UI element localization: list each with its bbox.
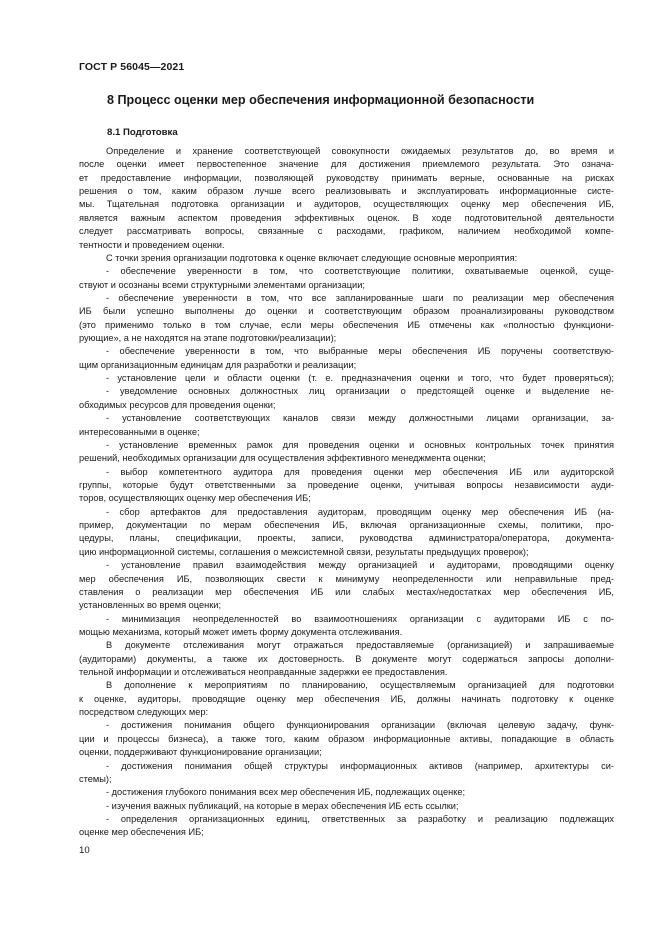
text-line: - определения организационных единиц, ответственных за разработку и реализацию подлежащих — [106, 813, 614, 824]
text-line: посредством следующих мер: — [79, 707, 209, 718]
text-line: - установление временных рамок для проведения оценки и основных контрольных точек принятия — [106, 439, 614, 450]
text-line: - обеспечение уверенности в том, что все запланированные шаги по реализации мер обеспечения — [106, 292, 614, 303]
text-line: - обеспечение уверенности в том, что соответствующие политики, охватываемые оценкой, суще- — [106, 266, 614, 277]
body-text — [79, 145, 614, 840]
text-line: является важным аспектом проведения эффективных оценок. В ходе подготовительной деятельности — [79, 212, 614, 223]
text-line: следует рассматривать вопросы, связанные с расходами, графиком, наличием необходимой компе- — [79, 226, 614, 237]
text-line: - минимизация неопределенностей во взаимоотношениях организации с аудиторами ИБ с по- — [106, 613, 614, 624]
text-line: - выбор компетентного аудитора для проведения оценки мер обеспечения ИБ или аудиторской — [106, 466, 614, 477]
text-line: решений, необходимых организации для осуществления эффективного менеджмента оценки; — [79, 453, 486, 464]
text-line: (это применимо только в том случае, если меры обеспечения ИБ отмечены как «полностью функциони- — [79, 319, 614, 330]
text-line: мер обеспечения ИБ, позволяющих свести к минимуму неопределенности или неправильные пред- — [79, 573, 614, 584]
document-header: ГОСТ Р 56045—2021 — [79, 61, 185, 73]
text-line: - изучения важных публикаций, на которые в мерах обеспечения ИБ есть ссылки; — [106, 800, 459, 811]
text-line: ции и процессы бизнеса), а также того, каким образом информационные активы, попадающие в область — [79, 733, 614, 744]
text-line: стемы); — [79, 773, 112, 784]
text-line: мы. Тщательная подготовка организации и аудиторов, осуществляющих оценку мер обеспечения ИБ, — [79, 199, 614, 210]
text-line: тельной информации и отслеживаться неоправданные задержки ее предоставления. — [79, 667, 448, 678]
text-line: рующие», а не находятся на этапе подготовки/реализации); — [79, 333, 337, 344]
text-line: ствуют и осознаны всеми структурными элементами организации; — [79, 279, 365, 290]
text-line: группы, которые будут ответственными за проведение оценки, учитывая вопросы независимости ауди- — [79, 479, 614, 490]
text-line: цию информационной системы, соглашения о межсистемной связи, результаты предыдущих проверок); — [79, 546, 529, 557]
text-line: - уведомление основных должностных лиц организации о предстоящей оценке и выделение не- — [106, 386, 614, 397]
text-line: В дополнение к мероприятиям по планированию, осуществляемым организацией для подготовки — [106, 680, 614, 691]
text-line: интересованными в оценке; — [79, 426, 200, 437]
text-line: обходимых ресурсов для проведения оценки; — [79, 399, 276, 410]
text-line: пример, документации по мерам обеспечения ИБ, включая организационные схемы, политики, про- — [79, 520, 614, 531]
text-line: Определение и хранение соответствующей совокупности ожидаемых результатов до, во время и — [106, 146, 614, 156]
text-line: мощью механизма, который может иметь форму документа отслеживания. — [79, 626, 403, 637]
text-line: - достижения глубокого понимания всех мер обеспечения ИБ, подлежащих оценке; — [106, 787, 466, 798]
subsection-title: 8.1 Подготовка — [107, 127, 178, 138]
text-line: ставления о реализации мер обеспечения ИБ или слабых местах/недостатках мер обеспечения ИБ, — [79, 586, 614, 597]
text-line: тентности и проведением оценки. — [79, 239, 225, 250]
text-line: торов, осуществляющих оценку мер обеспечения ИБ; — [79, 493, 311, 504]
text-line: ИБ были успешно выполнены до оценки и соответствующим образом проанализированы руководством — [79, 306, 614, 317]
text-line: В документе отслеживания могут отражаться предоставляемые (организацией) и запрашиваемые — [106, 640, 614, 651]
section-title: 8 Процесс оценки мер обеспечения информационной безопасности — [107, 93, 535, 107]
text-line: - установление соответствующих каналов связи между должностными лицами организации, за- — [106, 413, 614, 424]
text-line: ет предоставление информации, позволяющей руководству принимать верные, основанные на рисках — [79, 172, 614, 183]
text-line: оценке мер обеспечения ИБ; — [79, 827, 204, 838]
text-line: - установление цели и области оценки (т. е. предназначения оценки и того, что будет проверяться); — [106, 373, 614, 384]
text-line: оценки, поддерживают функционирование организации; — [79, 747, 322, 758]
text-line: - обеспечение уверенности в том, что выбранные меры обеспечения ИБ поручены соответствую- — [106, 346, 614, 357]
text-line: установленных во время оценки; — [79, 600, 222, 611]
text-line: к оценке, аудиторы, проводящие оценку мер обеспечения ИБ, должны начинать подготовку к оценке — [79, 693, 614, 704]
page-number: 10 — [79, 845, 90, 856]
text-line: щим организационным единицам для разработки и реализации; — [79, 359, 357, 370]
text-line: после оценки имеет первостепенное значение для достижения приемлемого результата. Это означа- — [79, 159, 614, 170]
text-line: - достижения понимания общей структуры информационных активов (например, архитектуры си- — [106, 760, 614, 771]
text-line: - достижения понимания общего функционирования организации (включая целевую задачу, функ- — [106, 720, 614, 731]
text-line: С точки зрения организации подготовка к оценке включает следующие основные мероприятия: — [106, 252, 518, 263]
text-line: (аудиторами) документы, а также их достоверность. В документе могут содержаться запросы дополни- — [79, 653, 614, 664]
text-line: - установление правил взаимодействия между организацией и аудиторами, проводящими оценку — [106, 560, 614, 571]
text-line: решения о том, каким образом лучше всего реализовывать и эксплуатировать информационные систе- — [79, 186, 614, 197]
text-line: - сбор артефактов для предоставления аудиторам, проводящим оценку мер обеспечения ИБ (на- — [106, 506, 614, 517]
text-line: цедуры, планы, спецификации, проекты, записи, руководства администратора/оператора, документа- — [79, 533, 614, 544]
